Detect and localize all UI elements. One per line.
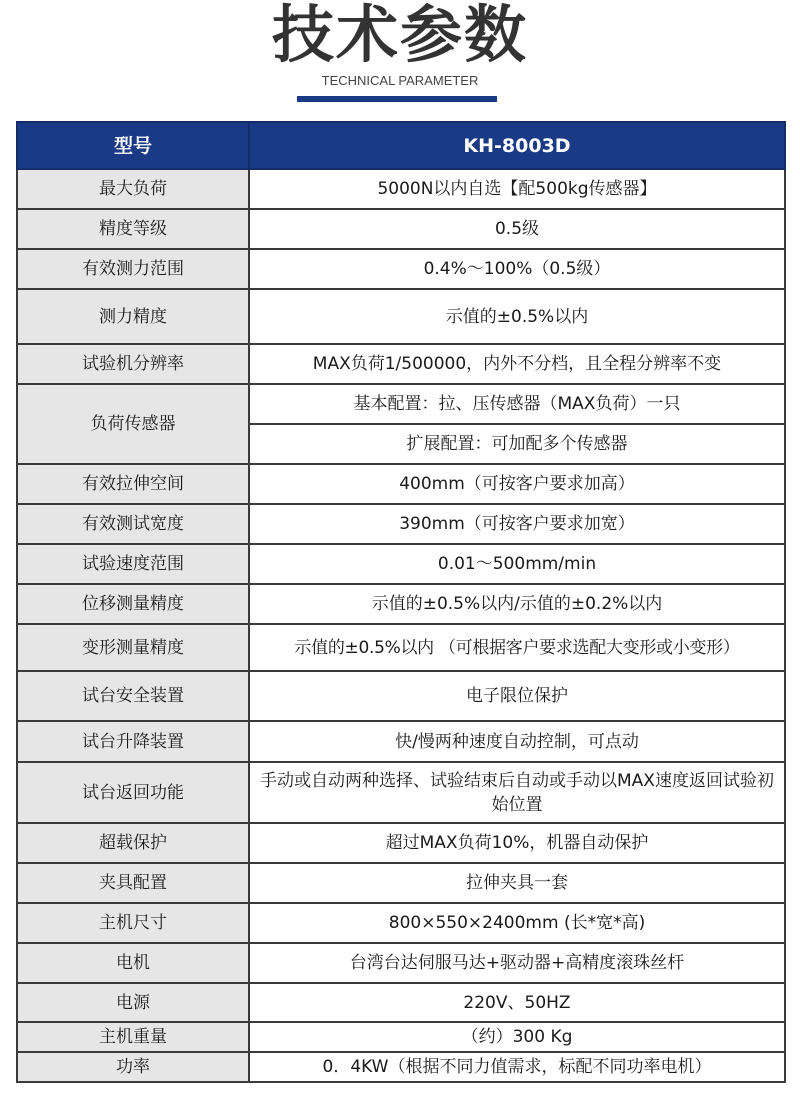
row-key: 精度等级	[17, 209, 249, 249]
table-row	[17, 584, 785, 624]
table-row	[17, 983, 785, 1022]
row-key: 电源	[17, 983, 249, 1022]
table-row	[17, 344, 785, 384]
row-value: 超过MAX负荷10%，机器自动保护	[249, 823, 785, 863]
row-value: 手动或自动两种选择、试验结束后自动或手动以MAX速度返回试验初始位置	[249, 762, 785, 823]
table-row	[17, 289, 785, 344]
row-key: 试台返回功能	[17, 762, 249, 823]
table-row	[17, 762, 785, 823]
table-row	[17, 504, 785, 544]
row-key: 负荷传感器	[17, 384, 249, 464]
row-value: 800×550×2400mm (长*宽*高)	[249, 903, 785, 943]
table-row	[17, 903, 785, 943]
table-row	[17, 209, 785, 249]
table-row	[17, 1022, 785, 1052]
row-key: 超载保护	[17, 823, 249, 863]
table-row	[17, 624, 785, 671]
row-value: 0.5级	[249, 209, 785, 249]
row-value: （约）300 Kg	[249, 1022, 785, 1052]
row-key: 主机重量	[17, 1022, 249, 1052]
row-key: 试台安全装置	[17, 671, 249, 721]
row-value: 0．4KW（根据不同力值需求，标配不同功率电机）	[249, 1052, 785, 1082]
table-header-row	[17, 122, 785, 169]
table-row	[17, 169, 785, 209]
page-subtitle: TECHNICAL PARAMETER	[321, 73, 479, 88]
row-value: 400mm（可按客户要求加高）	[249, 464, 785, 504]
row-value: 0.4%～100%（0.5级）	[249, 249, 785, 289]
table-row	[17, 249, 785, 289]
header-value: KH-8003D	[249, 122, 785, 169]
row-key: 电机	[17, 943, 249, 983]
row-value: 390mm（可按客户要求加宽）	[249, 504, 785, 544]
row-key: 有效拉伸空间	[17, 464, 249, 504]
row-value: 拉伸夹具一套	[249, 863, 785, 903]
row-key: 夹具配置	[17, 863, 249, 903]
header-key: 型号	[17, 122, 249, 169]
row-key: 测力精度	[17, 289, 249, 344]
table-row	[17, 721, 785, 762]
row-key: 主机尺寸	[17, 903, 249, 943]
table-row	[17, 863, 785, 903]
row-value: 220V、50HZ	[249, 983, 785, 1022]
row-key: 有效测试宽度	[17, 504, 249, 544]
row-key: 试台升降装置	[17, 721, 249, 762]
row-value: 基本配置：拉、压传感器（MAX负荷）一只	[249, 384, 785, 424]
row-value: 电子限位保护	[249, 671, 785, 721]
row-value: MAX负荷1/500000，内外不分档，且全程分辨率不变	[249, 344, 785, 384]
table-row	[17, 671, 785, 721]
row-value: 示值的±0.5%以内 （可根据客户要求选配大变形或小变形）	[249, 624, 785, 671]
table-row	[17, 943, 785, 983]
table-row	[17, 384, 785, 424]
row-value-extra: 扩展配置：可加配多个传感器	[249, 424, 785, 464]
row-key: 试验机分辨率	[17, 344, 249, 384]
row-key: 最大负荷	[17, 169, 249, 209]
row-value: 5000N以内自选【配500kg传感器】	[249, 169, 785, 209]
row-value: 快/慢两种速度自动控制，可点动	[249, 721, 785, 762]
table-row	[17, 1052, 785, 1082]
spec-table	[16, 121, 786, 1083]
row-value: 示值的±0.5%以内/示值的±0.2%以内	[249, 584, 785, 624]
row-value: 0.01～500mm/min	[249, 544, 785, 584]
row-value: 台湾台达伺服马达+驱动器+高精度滚珠丝杆	[249, 943, 785, 983]
row-key: 位移测量精度	[17, 584, 249, 624]
table-row	[17, 823, 785, 863]
row-key: 有效测力范围	[17, 249, 249, 289]
page-title: 技术参数	[271, 0, 528, 71]
row-key: 试验速度范围	[17, 544, 249, 584]
row-value: 示值的±0.5%以内	[249, 289, 785, 344]
row-key: 功率	[17, 1052, 249, 1082]
table-row	[17, 544, 785, 584]
table-row	[17, 464, 785, 504]
row-key: 变形测量精度	[17, 624, 249, 671]
title-underline	[297, 96, 497, 102]
